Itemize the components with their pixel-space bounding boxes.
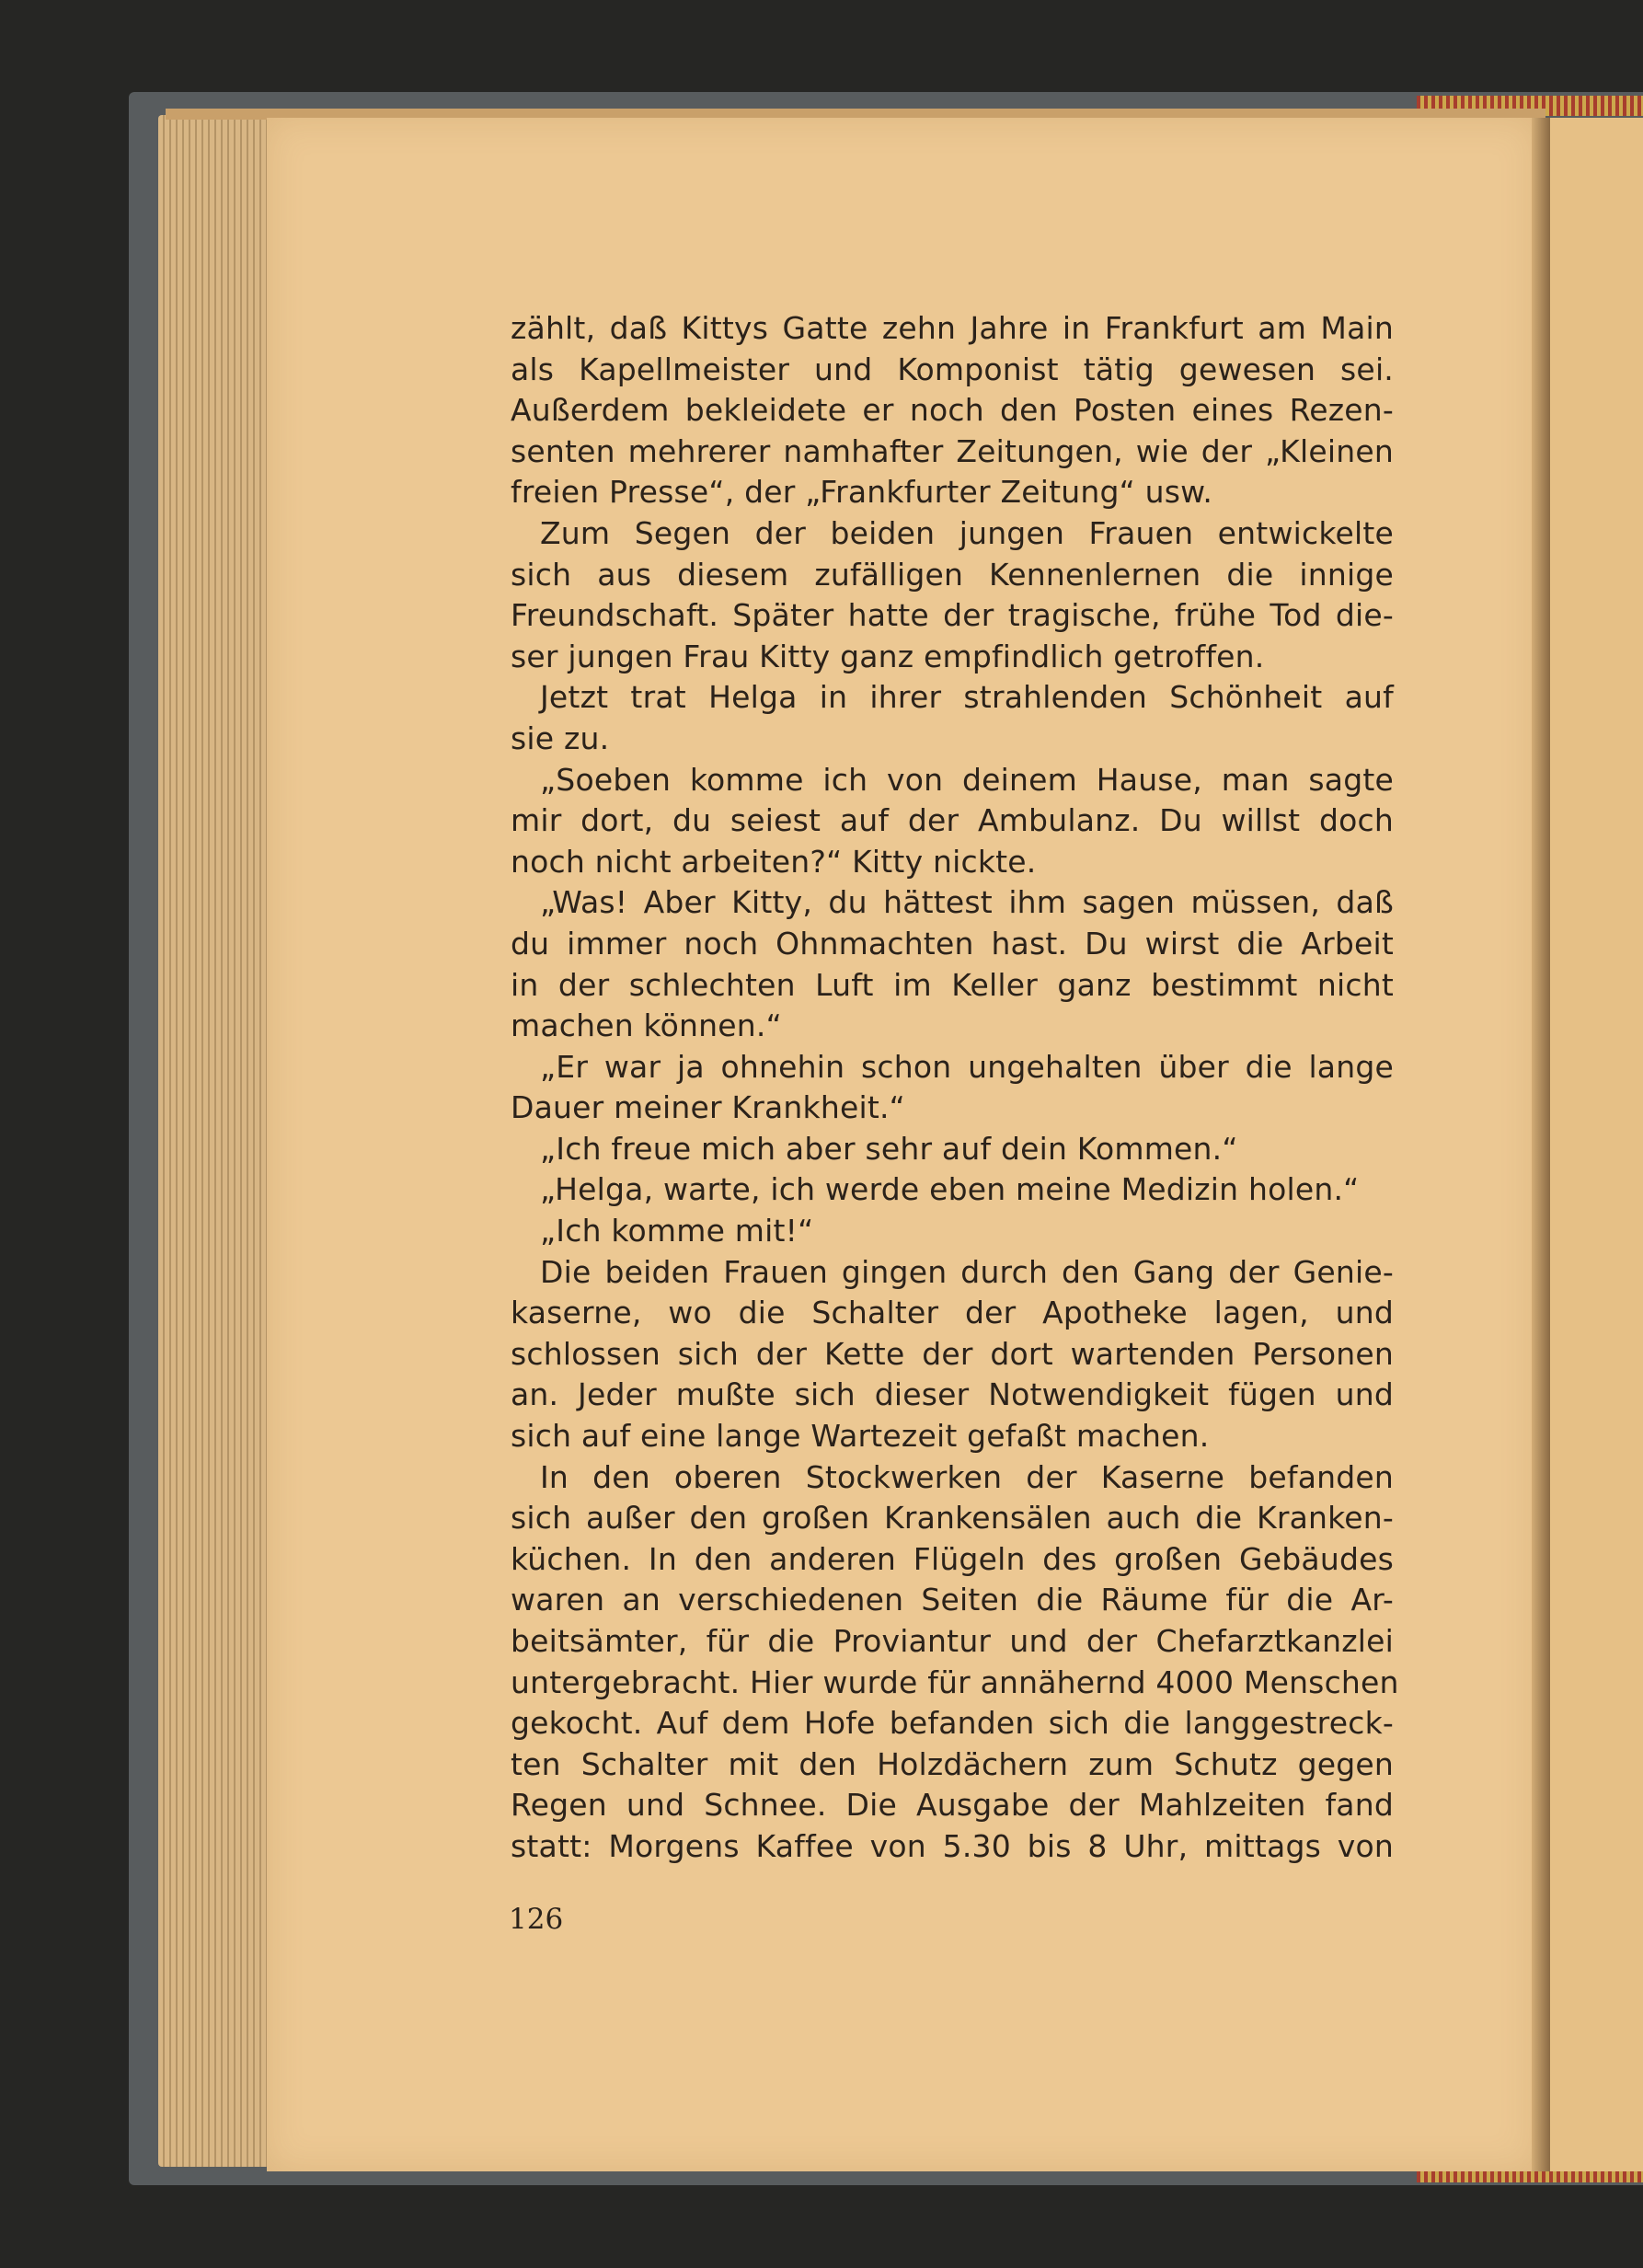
text-line: sich auf eine lange Wartezeit gefaßt machen. — [511, 1418, 1210, 1455]
text-line: „Helga, warte, ich werde eben meine Medizin holen.“ — [540, 1171, 1360, 1208]
text-line: beitsämter, für die Proviantur und der Chefarztkanzlei — [511, 1623, 1394, 1659]
text-line: Dauer meiner Krankheit.“ — [511, 1089, 905, 1126]
page-number: 126 — [509, 1903, 564, 1936]
text-line: ser jungen Frau Kitty ganz empfindlich getroffen. — [511, 638, 1265, 674]
text-line: noch nicht arbeiten?“ Kitty nickte. — [511, 843, 1037, 880]
text-line: machen können.“ — [511, 1007, 782, 1044]
text-line: gekocht. Auf dem Hofe befanden sich die langgestreck- — [511, 1705, 1394, 1742]
text-line: Jetzt trat Helga in ihrer strahlenden Schönheit auf — [540, 679, 1394, 716]
text-line: „Ich freue mich aber sehr auf dein Kommen.“ — [540, 1130, 1238, 1167]
text-line: „Ich komme mit!“ — [540, 1213, 814, 1249]
text-line: du immer noch Ohnmachten hast. Du wirst die Arbeit — [511, 925, 1394, 961]
text-line: freien Presse“, der „Frankfurter Zeitung“ usw. — [511, 474, 1213, 511]
text-line: kaserne, wo die Schalter der Apotheke lagen, und — [511, 1295, 1394, 1331]
text-line: in der schlechten Luft im Keller ganz bestimmt nicht — [511, 966, 1394, 1003]
text-line: Freundschaft. Später hatte der tragische, frühe Tod die- — [511, 597, 1394, 634]
text-line: schlossen sich der Kette der dort wartenden Personen — [511, 1335, 1394, 1372]
text-line: sich außer den großen Krankensälen auch die Kranken- — [511, 1500, 1394, 1537]
text-line: Zum Segen der beiden jungen Frauen entwickelte — [540, 514, 1394, 551]
text-line: zählt, daß Kittys Gatte zehn Jahre in Frankfurt am Main — [511, 310, 1394, 346]
text-line: küchen. In den anderen Flügeln des großen Gebäudes — [511, 1540, 1394, 1577]
text-line: Die beiden Frauen gingen durch den Gang der Genie- — [540, 1253, 1394, 1290]
text-line: „Was! Aber Kitty, du hättest ihm sagen müssen, daß — [540, 884, 1394, 921]
text-line: ten Schalter mit den Holzdächern zum Schutz gegen — [511, 1745, 1394, 1782]
text-line: sich aus diesem zufälligen Kennenlernen die innige — [511, 556, 1394, 593]
text-line: untergebracht. Hier wurde für annähernd 4000 Menschen — [511, 1664, 1399, 1700]
page-text — [511, 308, 1399, 1868]
text-line: an. Jeder mußte sich dieser Notwendigkeit fügen und — [511, 1376, 1394, 1413]
text-line: „Soeben komme ich von deinem Hause, man sagte — [540, 761, 1394, 798]
text-line: statt: Morgens Kaffee von 5.30 bis 8 Uhr, mittags von — [511, 1827, 1394, 1864]
text-line: als Kapellmeister und Komponist tätig gewesen sei. — [511, 351, 1394, 387]
text-line: In den oberen Stockwerken der Kaserne befanden — [540, 1458, 1394, 1495]
facing-page-edge — [1550, 118, 1643, 2171]
text-line: Regen und Schnee. Die Ausgabe der Mahlzeiten fand — [511, 1787, 1394, 1824]
text-line: waren an verschiedenen Seiten die Räume für die Ar- — [511, 1582, 1394, 1618]
text-line: sie zu. — [511, 720, 610, 756]
text-line: mir dort, du seiest auf der Ambulanz. Du willst doch — [511, 802, 1394, 839]
page-edges — [158, 115, 278, 2167]
text-line: senten mehrerer namhafter Zeitungen, wie der „Kleinen — [511, 432, 1394, 469]
book-gutter — [1532, 118, 1550, 2171]
text-line: Außerdem bekleidete er noch den Posten eines Rezen- — [511, 392, 1394, 429]
text-line: „Er war ja ohnehin schon ungehalten über die lange — [540, 1048, 1394, 1085]
